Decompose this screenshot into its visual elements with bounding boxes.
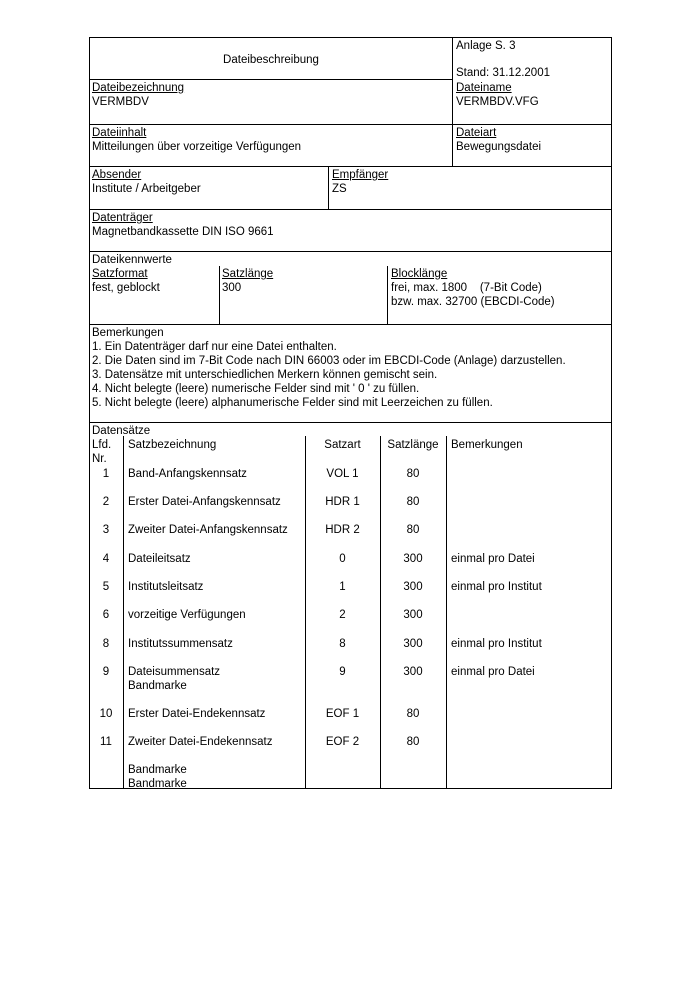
datentraeger-value: Magnetbandkassette DIN ISO 9661 — [92, 226, 274, 238]
column-header-bemerkungen: Bemerkungen — [451, 439, 523, 451]
row-name: Erster Datei-Anfangskennsatz — [128, 496, 281, 508]
dateiart-value: Bewegungsdatei — [456, 141, 542, 153]
row-nr: 4 — [102, 553, 110, 565]
row-name: Institutssummensatz — [128, 638, 233, 650]
divider — [89, 124, 612, 125]
page-title: Dateibeschreibung — [223, 54, 319, 66]
row-name: Zweiter Datei-Anfangskennsatz — [128, 524, 288, 536]
row-bemerkung: einmal pro Institut — [451, 581, 542, 593]
column-header-satzbezeichnung: Satzbezeichnung — [128, 439, 217, 451]
dateiart-label: Dateiart — [456, 127, 497, 139]
bemerkung-item: 3. Datensätze mit unterschiedlichen Merkern können gemischt sein. — [92, 369, 438, 381]
blocklaenge-label: Blocklänge — [391, 268, 448, 280]
row-satzlaenge: 80 — [406, 736, 420, 748]
blocklaenge-value-2: bzw. max. 32700 (EBCDI-Code) — [391, 296, 555, 308]
row-nr: 2 — [102, 496, 110, 508]
row-satzlaenge: 300 — [403, 609, 423, 621]
row-nr: 11 — [100, 736, 112, 748]
divider — [446, 436, 447, 789]
trailer-bandmarke: Bandmarke — [128, 778, 187, 790]
row-name: Erster Datei-Endekennsatz — [128, 708, 266, 720]
row-satzart: 2 — [339, 609, 346, 621]
row-satzlaenge: 300 — [403, 553, 423, 565]
bemerkung-item: 2. Die Daten sind im 7-Bit Code nach DIN 66003 oder im EBCDI-Code (Anlage) darzustellen. — [92, 355, 566, 367]
divider — [328, 166, 329, 210]
dateiinhalt-value: Mitteilungen über vorzeitige Verfügungen — [92, 141, 302, 153]
bemerkung-item: 4. Nicht belegte (leere) numerische Felder sind mit ' 0 ' zu füllen. — [92, 383, 420, 395]
row-nr: 8 — [102, 638, 110, 650]
divider — [123, 436, 124, 789]
dateiname-value: VERMBDV.VFG — [456, 96, 539, 108]
absender-value: Institute / Arbeitgeber — [92, 183, 201, 195]
row-satzlaenge: 80 — [406, 708, 420, 720]
column-header-nr: Nr. — [92, 453, 107, 465]
row-satzlaenge: 80 — [406, 524, 420, 536]
row-satzart: 9 — [339, 666, 346, 678]
divider — [387, 266, 388, 325]
divider — [89, 209, 612, 210]
row-satzlaenge: 300 — [403, 666, 423, 678]
empfaenger-label: Empfänger — [332, 169, 389, 181]
trailer-bandmarke: Bandmarke — [128, 764, 187, 776]
row-name: Band-Anfangskennsatz — [128, 468, 247, 480]
dateikennwerte-title: Dateikennwerte — [92, 254, 172, 266]
row-satzart: 8 — [339, 638, 346, 650]
empfaenger-value: ZS — [332, 183, 347, 195]
divider — [89, 251, 612, 252]
divider — [89, 166, 612, 167]
column-header-lfd: Lfd. — [92, 439, 112, 451]
row-name: Dateisummensatz — [128, 666, 221, 678]
row-name: Institutsleitsatz — [128, 581, 204, 593]
row-bemerkung: einmal pro Institut — [451, 638, 542, 650]
row-bemerkung: einmal pro Datei — [451, 553, 535, 565]
dateiname-label: Dateiname — [456, 82, 512, 94]
bemerkungen-title: Bemerkungen — [92, 327, 164, 339]
satzlaenge-label: Satzlänge — [222, 268, 274, 280]
row-nr: 9 — [102, 666, 110, 678]
row-satzart: 0 — [339, 553, 346, 565]
column-header-satzlaenge: Satzlänge — [387, 439, 439, 451]
row-satzart: EOF 2 — [325, 736, 360, 748]
row-satzlaenge: 80 — [406, 496, 420, 508]
column-header-satzart: Satzart — [324, 439, 361, 451]
dateibezeichnung-value: VERMBDV — [92, 96, 149, 108]
row-name: Zweiter Datei-Endekennsatz — [128, 736, 273, 748]
row-satzlaenge: 300 — [403, 581, 423, 593]
row-satzart: VOL 1 — [326, 468, 359, 480]
satzlaenge-value: 300 — [222, 282, 242, 294]
row-name: Dateileitsatz — [128, 553, 191, 565]
divider — [89, 324, 612, 325]
anlage-label: Anlage S. 3 — [456, 40, 516, 52]
divider — [219, 266, 220, 325]
bemerkung-item: 1. Ein Datenträger darf nur eine Datei enthalten. — [92, 341, 337, 353]
stand-label: Stand: 31.12.2001 — [456, 67, 550, 79]
row-satzart: HDR 2 — [325, 524, 360, 536]
bemerkung-item: 5. Nicht belegte (leere) alphanumerische Felder sind mit Leerzeichen zu füllen. — [92, 397, 493, 409]
row-satzart: HDR 1 — [325, 496, 360, 508]
divider — [89, 422, 612, 423]
row-nr: 10 — [99, 708, 113, 720]
row-satzlaenge: 300 — [403, 638, 423, 650]
satzformat-value: fest, geblockt — [92, 282, 160, 294]
row-nr: 1 — [102, 468, 110, 480]
datensaetze-title: Datensätze — [92, 425, 151, 437]
row-nr: 5 — [102, 581, 110, 593]
dateiinhalt-label: Dateiinhalt — [92, 127, 147, 139]
row-satzart: EOF 1 — [325, 708, 360, 720]
dateibezeichnung-label: Dateibezeichnung — [92, 82, 185, 94]
row-name-2: Bandmarke — [128, 680, 187, 692]
row-nr: 6 — [102, 609, 110, 621]
absender-label: Absender — [92, 169, 142, 181]
row-bemerkung: einmal pro Datei — [451, 666, 535, 678]
satzformat-label: Satzformat — [92, 268, 148, 280]
row-nr: 3 — [102, 524, 110, 536]
row-satzart: 1 — [339, 581, 346, 593]
row-satzlaenge: 80 — [406, 468, 420, 480]
divider — [89, 79, 453, 80]
blocklaenge-value-1: frei, max. 1800 (7-Bit Code) — [391, 282, 542, 294]
datentraeger-label: Datenträger — [92, 212, 153, 224]
row-name: vorzeitige Verfügungen — [128, 609, 246, 621]
